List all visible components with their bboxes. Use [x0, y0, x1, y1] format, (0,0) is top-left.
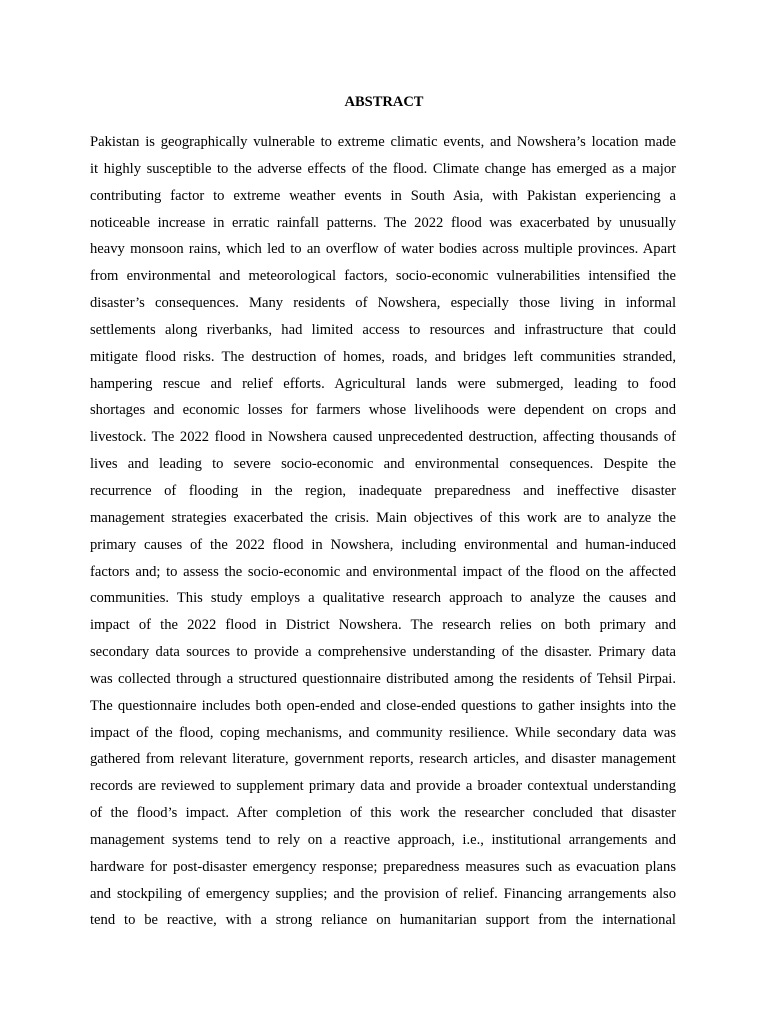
- paragraph-line: heavy monsoon rains, which led to an overflow of water bodies across multiple provinces. Apart: [90, 241, 676, 258]
- paragraph-line: livestock. The 2022 flood in Nowshera caused unprecedented destruction, affecting thousands of: [90, 429, 676, 446]
- paragraph-line: lives and leading to severe socio-economic and environmental consequences. Despite the: [90, 456, 676, 473]
- paragraph-line: communities. This study employs a qualitative research approach to analyze the causes and: [90, 590, 676, 607]
- paragraph-line: mitigate flood risks. The destruction of homes, roads, and bridges left communities stranded,: [90, 348, 676, 365]
- paragraph-line: tend to be reactive, with a strong reliance on humanitarian support from the international: [90, 912, 676, 929]
- paragraph-line: primary causes of the 2022 flood in Nowshera, including environmental and human-induced: [90, 536, 676, 553]
- paragraph-line: hardware for post-disaster emergency response; preparedness measures such as evacuation plans: [90, 858, 676, 875]
- paragraph-line: Pakistan is geographically vulnerable to extreme climatic events, and Nowshera’s location made: [90, 134, 676, 150]
- paragraph-line: management systems tend to rely on a reactive approach, i.e., institutional arrangements and: [90, 831, 676, 848]
- paragraph-line: factors and; to assess the socio-economic and environmental impact of the flood on the affected: [90, 563, 676, 580]
- paragraph-line: disaster’s consequences. Many residents of Nowshera, especially those living in informal: [90, 295, 676, 312]
- paragraph-line: hampering rescue and relief efforts. Agricultural lands were submerged, leading to food: [90, 375, 676, 392]
- paragraph-line: and stockpiling of emergency supplies; and the provision of relief. Financing arrangements also: [90, 885, 676, 902]
- paragraph-line: of the flood’s impact. After completion of this work the researcher concluded that disaster: [90, 805, 676, 822]
- paragraph-line: recurrence of flooding in the region, inadequate preparedness and ineffective disaster: [90, 482, 676, 499]
- paragraph-line: from environmental and meteorological factors, socio-economic vulnerabilities intensified the: [90, 268, 676, 285]
- paragraph-line: noticeable increase in erratic rainfall patterns. The 2022 flood was exacerbated by unusually: [90, 214, 676, 231]
- paragraph-line: management strategies exacerbated the crisis. Main objectives of this work are to analyze the: [90, 509, 676, 526]
- paragraph-line: shortages and economic losses for farmers whose livelihoods were dependent on crops and: [90, 402, 676, 419]
- abstract-heading: ABSTRACT: [344, 94, 424, 110]
- paragraph-line: The questionnaire includes both open-ended and close-ended questions to gather insights into the: [90, 697, 676, 714]
- abstract-paragraph: [90, 129, 676, 934]
- paragraph-line: impact of the 2022 flood in District Nowshera. The research relies on both primary and: [90, 617, 676, 634]
- paragraph-line: contributing factor to extreme weather events in South Asia, with Pakistan experiencing a: [90, 187, 676, 204]
- paragraph-line: it highly susceptible to the adverse effects of the flood. Climate change has emerged as a major: [90, 160, 676, 177]
- paragraph-line: records are reviewed to supplement primary data and provide a broader contextual understanding: [90, 778, 676, 795]
- paragraph-line: gathered from relevant literature, government reports, research articles, and disaster management: [90, 751, 676, 768]
- paragraph-line: secondary data sources to provide a comprehensive understanding of the disaster. Primary data: [90, 644, 676, 661]
- paragraph-line: impact of the flood, coping mechanisms, and community resilience. While secondary data was: [90, 724, 676, 741]
- paragraph-line: was collected through a structured questionnaire distributed among the residents of Tehsil Pirpai.: [90, 670, 676, 687]
- paragraph-line: settlements along riverbanks, had limited access to resources and infrastructure that could: [90, 321, 676, 338]
